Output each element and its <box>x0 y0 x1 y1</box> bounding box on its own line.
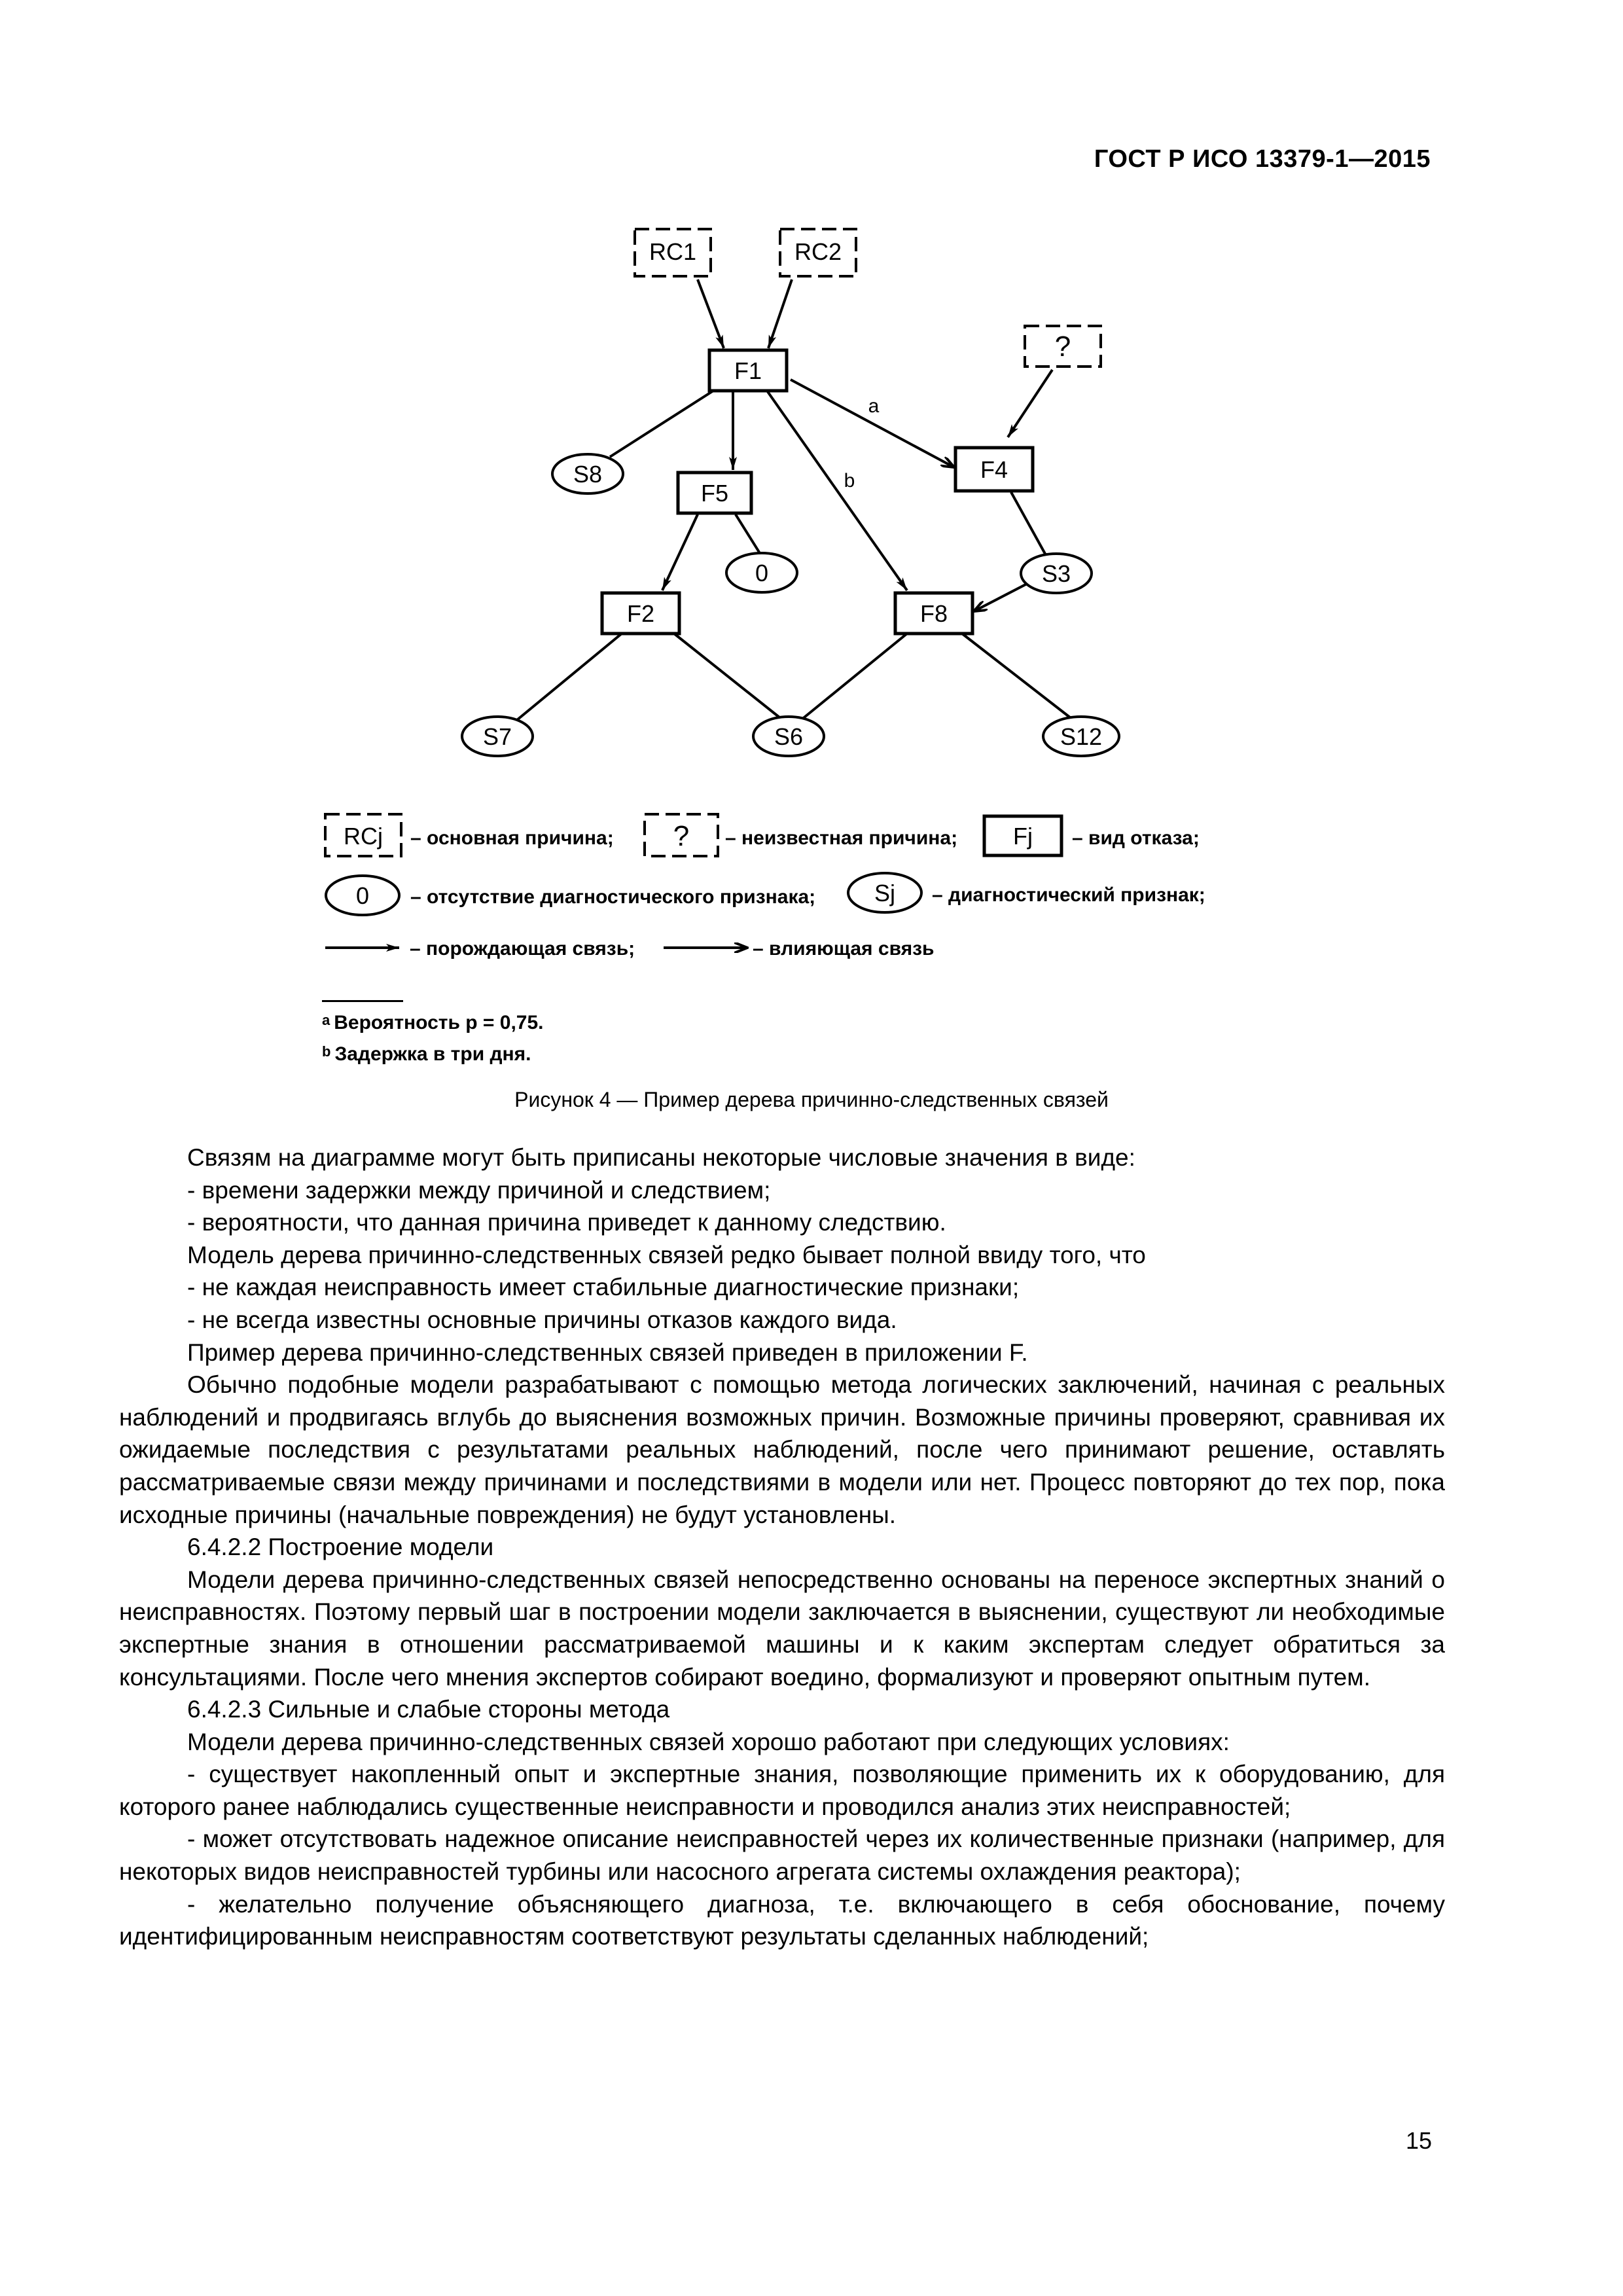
legend-unknown-symbol: ? <box>673 820 690 852</box>
edge-f8-s6 <box>801 634 907 720</box>
paragraph: - не каждая неисправность имеет стабильные диагностические признаки; <box>187 1274 1020 1301</box>
node-rc1-label: RC1 <box>649 238 697 265</box>
section-heading: 6.4.2.2 Построение модели <box>187 1534 494 1561</box>
cause-effect-tree-diagram <box>0 0 1623 995</box>
node-s3-label: S3 <box>1041 560 1071 587</box>
edge-f8-s12 <box>962 634 1073 720</box>
diagram-edges <box>517 279 1073 720</box>
legend-rc-symbol: RCj <box>344 823 383 850</box>
paragraph: Модель дерева причинно-следственных связей редко бывает полной ввиду того, что <box>187 1241 1146 1268</box>
node-f2-label: F2 <box>626 600 655 627</box>
footnote-b-mark: b <box>322 1043 331 1060</box>
node-zero-label: 0 <box>755 560 769 586</box>
paragraph: Пример дерева причинно-следственных связей приведен в приложении F. <box>187 1338 1028 1366</box>
node-unknown-label: ? <box>1054 331 1071 363</box>
edge-f2-s7 <box>517 634 622 720</box>
edge-f5-f2 <box>662 514 698 590</box>
edge-f1-s8 <box>610 391 713 457</box>
body-text <box>119 1141 1445 1953</box>
footnote-b <box>322 1039 544 1070</box>
edge-f4-s3 <box>1011 492 1046 555</box>
edge-f1-f4 <box>791 380 954 467</box>
edge-f5-zero <box>736 514 762 556</box>
legend-failure-symbol: Fj <box>1013 823 1033 850</box>
footnote-a-text: Вероятность p = 0,75. <box>334 1012 544 1033</box>
standard-code-header: ГОСТ Р ИСО 13379-1—2015 <box>1094 145 1431 173</box>
footnote-a-mark: a <box>322 1012 330 1028</box>
footnote-b-text: Задержка в три дня. <box>334 1043 531 1065</box>
legend-rc-text: – основная причина; <box>410 827 614 849</box>
page-number: 15 <box>1405 2127 1432 2154</box>
edge-unknown-f4 <box>1008 370 1052 437</box>
figure-footnotes <box>322 1000 544 1070</box>
legend-zero-symbol: 0 <box>355 882 370 909</box>
paragraph: - не всегда известны основные причины отказов каждого вида. <box>187 1306 897 1333</box>
paragraph: Обычно подобные модели разрабатывают с помощью метода логических заключений, начиная с реальных наблюдений и продвигаясь вглубь до выяснения возможных причин. Возможные причины проверяют, сравнивая их ожидаемые последствия с результатами реальных наблюдений, после чего принимают решение, оставлять рассматриваемые связи между причинами и последствиями в модели или нет. Процесс повторяют до тех пор, пока исходные причины (начальные повреждения) не будут установлены. <box>119 1371 1445 1528</box>
edge-label-a: a <box>868 395 880 417</box>
paragraph: Модели дерева причинно-следственных связей хорошо работают при следующих условиях: <box>187 1728 1230 1755</box>
node-f1-label: F1 <box>734 357 762 384</box>
paragraph: - желательно получение объясняющего диагноза, т.е. включающего в себя обоснование, почему идентифицированным неисправностям соответствуют результаты сделанных наблюдений; <box>119 1890 1445 1950</box>
node-s6-label: S6 <box>774 723 804 750</box>
edge-rc2-f1 <box>768 279 792 348</box>
legend-zero-text: – отсутствие диагностического признака; <box>410 886 816 908</box>
paragraph: - вероятности, что данная причина приведет к данному следствию. <box>187 1209 946 1236</box>
paragraph: - времени задержки между причиной и следствием; <box>187 1176 771 1204</box>
legend-symptom-symbol: Sj <box>874 880 896 906</box>
paragraph: - существует накопленный опыт и экспертные знания, позволяющие применить их к оборудованию, для которого ранее наблюдались существенные неисправности и проводился анализ этих неисправностей; <box>119 1761 1445 1820</box>
edge-rc1-f1 <box>698 279 724 348</box>
legend-generating-text: – порождающая связь; <box>410 938 635 960</box>
footnote-separator <box>322 1000 403 1002</box>
figure-caption: Рисунок 4 — Пример дерева причинно-следственных связей <box>514 1088 1109 1111</box>
section-heading: 6.4.2.3 Сильные и слабые стороны метода <box>187 1696 670 1723</box>
paragraph: - может отсутствовать надежное описание неисправностей через их количественные признаки (например, для некоторых видов неисправностей турбины или насосного агрегата системы охлаждения реактора); <box>119 1825 1445 1886</box>
legend-failure-text: – вид отказа; <box>1072 827 1200 849</box>
node-s8-label: S8 <box>573 461 603 488</box>
paragraph: Связям на диаграмме могут быть приписаны некоторые числовые значения в виде: <box>187 1144 1135 1171</box>
legend-influencing-text: – влияющая связь <box>753 938 935 960</box>
footnote-a <box>322 1007 544 1039</box>
node-s7-label: S7 <box>482 723 512 750</box>
edge-s3-f8 <box>974 583 1029 611</box>
legend-symptom-text: – диагностический признак; <box>932 884 1205 906</box>
node-f5-label: F5 <box>700 480 729 507</box>
edge-label-b: b <box>844 470 855 492</box>
diagram-legend <box>325 814 1205 960</box>
node-s12-label: S12 <box>1060 723 1103 750</box>
legend-unknown-text: – неизвестная причина; <box>725 827 958 849</box>
paragraph: Модели дерева причинно-следственных связей непосредственно основаны на переносе экспертных знаний о неисправностях. Поэтому первый шаг в построении модели заключается в выяснении, существуют ли необходимые экспертные знания в отношении рассматриваемой машины и к каким экспертам следует обратиться за консультациями. После чего мнения экспертов собирают воедино, формализуют и проверяют опытным путем. <box>119 1566 1445 1691</box>
node-f4-label: F4 <box>980 456 1008 483</box>
symptom-ellipses <box>462 454 1119 756</box>
node-rc2-label: RC2 <box>794 238 842 265</box>
edge-f2-s6 <box>674 634 783 720</box>
node-f8-label: F8 <box>919 600 948 627</box>
